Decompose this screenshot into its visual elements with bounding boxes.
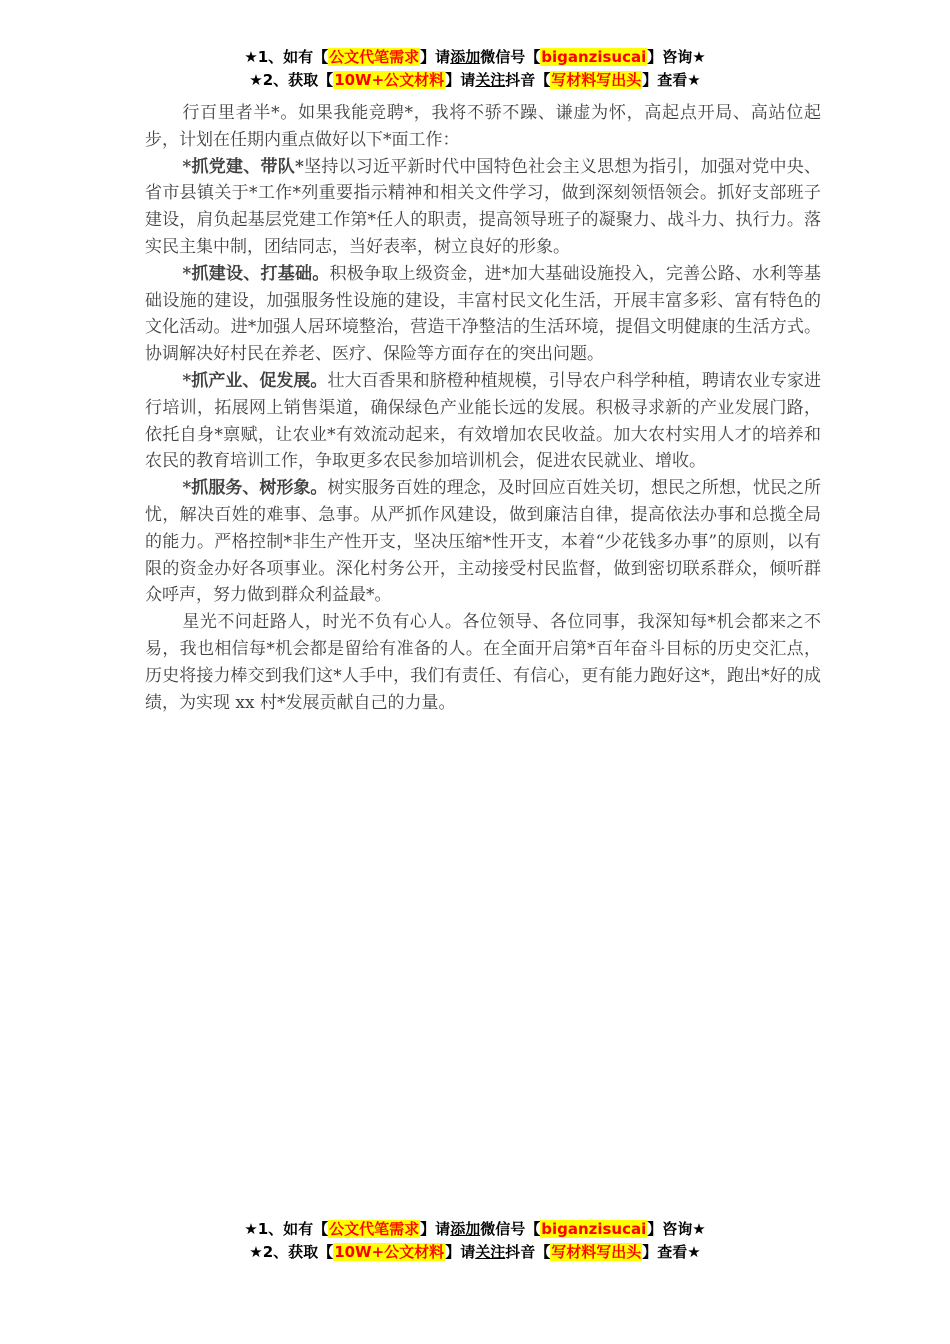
banner-line-2: ★2、获取【10W+公文材料】请关注抖音【写材料写出头】查看★ [249, 71, 701, 89]
highlight-wechat-id: biganzisucai [541, 48, 647, 66]
banner-line-1: ★1、如有【公文代笔需求】请添加微信号【biganzisucai】咨询★ [244, 48, 706, 66]
paragraph-service: *抓服务、树形象。树实服务百姓的理念，及时回应百姓关切，想民之所想，忧民之所忧，解决百姓的难事、急事。从严抓作风建设，做到廉洁自律，提高依法办事和总揽全局的能力。严格控制*非生产性开支，坚决压缩*性开支，本着“少花钱多办事”的原则，以有限的资金办好各项事业。深化村务公开，主动接受村民监督，做到密切联系群众，倾听群众呼声，努力做到群众利益最*。 [145, 478, 822, 606]
highlight-service: 公文代笔需求 [329, 1220, 420, 1238]
footer-banner [0, 1218, 950, 1264]
paragraph-heading: *抓服务、树形象。 [182, 478, 328, 499]
document-body [145, 100, 821, 716]
paragraph-heading: *抓党建、带队* [182, 156, 304, 177]
highlight-materials: 10W+公文材料 [334, 1243, 445, 1261]
highlight-douyin-account: 写材料写出头 [551, 1243, 642, 1261]
header-banner [0, 46, 950, 92]
banner-line-1: ★1、如有【公文代笔需求】请添加微信号【biganzisucai】咨询★ [244, 1220, 706, 1238]
banner-line-2: ★2、获取【10W+公文材料】请关注抖音【写材料写出头】查看★ [249, 1243, 701, 1261]
highlight-wechat-id: biganzisucai [541, 1220, 647, 1238]
paragraph-heading: *抓建设、打基础。 [182, 263, 330, 284]
paragraph-infrastructure: *抓建设、打基础。积极争取上级资金，进*加大基础设施投入，完善公路、水利等基础设施的建设，加强服务性设施的建设，丰富村民文化生活，开展丰富多彩、富有特色的文化活动。进*加强人居环境整治，营造干净整洁的生活环境，提倡文明健康的生活方式。协调解决好村民在养老、医疗、保险等方面存在的突出问题。 [145, 263, 822, 365]
highlight-douyin-account: 写材料写出头 [551, 71, 642, 89]
highlight-service: 公文代笔需求 [329, 48, 420, 66]
paragraph-heading: *抓产业、促发展。 [182, 370, 328, 391]
paragraph-closing: 星光不问赶路人，时光不负有心人。各位领导、各位同事，我深知每*机会都来之不易，我也相信每*机会都是留给有准备的人。在全面开启第*百年奋斗目标的历史交汇点，历史将接力棒交到我们这*人手中，我们有责任、有信心，更有能力跑好这*，跑出*好的成绩，为实现 xx 村*发展贡献自己的力量。 [145, 612, 821, 713]
paragraph-intro: 行百里者半*。如果我能竞聘*，我将不骄不躁、谦虚为怀，高起点开局、高站位起步，计划在任期内重点做好以下*面工作： [145, 103, 821, 150]
paragraph-industry: *抓产业、促发展。壮大百香果和脐橙种植规模，引导农户科学种植，聘请农业专家进行培训，拓展网上销售渠道，确保绿色产业能长远的发展。积极寻求新的产业发展门路，依托自身*禀赋，让农业*有效流动起来，有效增加农民收益。加大农村实用人才的培养和农民的教育培训工作，争取更多农民参加培训机会，促进农民就业、增收。 [145, 370, 822, 472]
highlight-materials: 10W+公文材料 [334, 71, 445, 89]
paragraph-party-building: *抓党建、带队*坚持以习近平新时代中国特色社会主义思想为指引，加强对党中央、省市县镇关于*工作*列重要指示精神和相关文件学习，做到深刻领悟领会。抓好支部班子建设，肩负起基层党建工作第*任人的职责，提高领导班子的凝聚力、战斗力、执行力。落实民主集中制，团结同志，当好表率，树立良好的形象。 [145, 156, 822, 257]
